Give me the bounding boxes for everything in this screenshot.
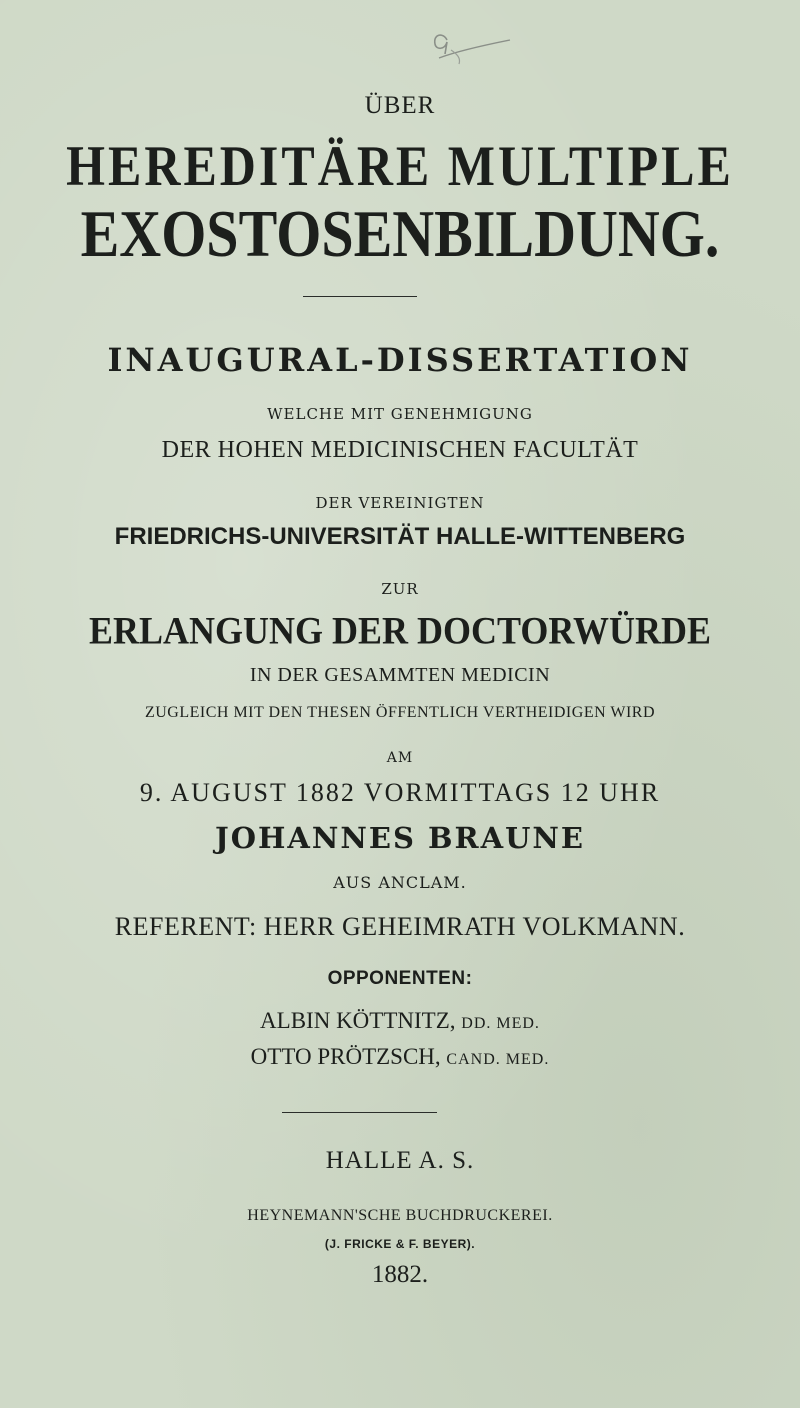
theses-line: ZUGLEICH MIT DEN THESEN ÖFFENTLICH VERTHEIDIGEN WIRD [144,704,656,721]
printer-name: HEYNEMANN'SCHE BUCHDRUCKEREI. [247,1207,553,1224]
dissertation-heading: INAUGURAL-DISSERTATION [107,341,693,379]
university-name: FRIEDRICHS-UNIVERSITÄT HALLE-WITTENBERG [114,523,686,550]
title-prefix: ÜBER [364,92,436,119]
field-line: IN DER GESAMMTEN MEDICIN [249,664,551,686]
opponent-name: OTTO PRÖTZSCH, [250,1044,441,1069]
publication-year: 1882. [371,1261,429,1288]
printer-owners: (J. FRICKE & F. BEYER). [324,1237,476,1251]
faculty-line: DER HOHEN MEDICINISCHEN FACULTÄT [161,437,639,463]
opponent-title: CAND. MED. [446,1051,550,1068]
referee-line: REFERENT: HERR GEHEIMRATH VOLKMANN. [114,912,686,941]
author-origin: AUS ANCLAM. [333,873,467,892]
approval-line: WELCHE MIT GENEHMIGUNG [267,405,533,423]
defense-date: 9. AUGUST 1882 VORMITTAGS 12 UHR [139,778,661,807]
author-name: JOHANNES BRAUNE [214,821,586,855]
opponents-heading: OPPONENTEN: [327,968,473,989]
divider-rule [303,296,417,297]
pencil-mark-icon [425,28,515,78]
opponent-name: ALBIN KÖTTNITZ, [260,1008,456,1033]
zur-line: ZUR [381,580,419,598]
divider-rule [282,1112,437,1113]
place-of-publication: HALLE A. S. [325,1147,475,1174]
united-line: DER VEREINIGTEN [315,494,485,512]
title-line-1: HEREDITÄRE MULTIPLE [66,133,734,198]
title-line-2: EXOSTOSENBILDUNG. [80,196,720,271]
opponent-1 [0,1008,800,1034]
opponent-title: DD. MED. [461,1015,540,1032]
opponent-2 [0,1044,800,1070]
degree-heading: ERLANGUNG DER DOCTORWÜRDE [88,608,712,653]
am-line: AM [386,750,414,766]
